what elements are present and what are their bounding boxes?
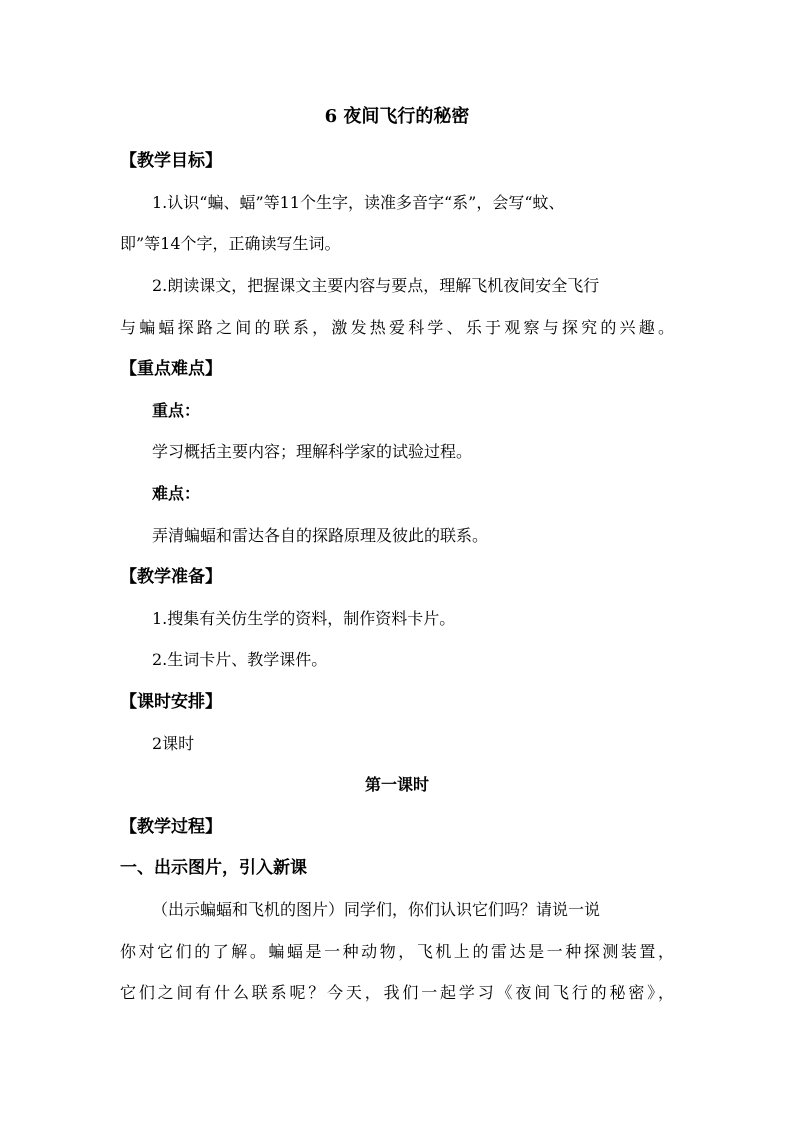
focus-text: 学习概括主要内容；理解科学家的试验过程。: [152, 442, 473, 461]
lesson-1-title: 第一课时: [364, 775, 429, 794]
objective-item-2-line-1: 2.朗读课文，把握课文主要内容与要点，理解飞机夜间安全飞行: [152, 276, 600, 295]
key-points-heading: 【重点难点】: [120, 359, 222, 379]
step-1-title: 一、出示图片，引入新课: [120, 858, 307, 878]
objectives-heading: 【教学目标】: [120, 151, 222, 171]
process-paragraph-line-1: （出示蝙蝠和飞机的图片）同学们，你们认识它们吗？请说一说: [152, 900, 601, 919]
preparation-item-1: 1.搜集有关仿生学的资料，制作资料卡片。: [152, 609, 456, 628]
focus-label: 重点：: [152, 401, 201, 420]
preparation-item-2: 2.生词卡片、教学课件。: [152, 650, 328, 669]
objective-item-1-line-1: 1.认识“蝙、蝠”等11个生字，读准多音字“系”，会写“蚊、: [152, 193, 565, 212]
page-title: 6 夜间飞行的秘密: [324, 106, 470, 127]
process-heading: 【教学过程】: [120, 817, 222, 837]
objective-item-1-line-2: 即”等14个字，正确读写生词。: [120, 234, 341, 253]
process-paragraph-line-3: 它们之间有什么联系呢？今天，我们一起学习《夜间飞行的秘密》，: [120, 983, 674, 1002]
schedule-heading: 【课时安排】: [120, 692, 222, 712]
difficulty-label: 难点：: [152, 484, 201, 503]
objective-item-2-line-2: 与蝙蝠探路之间的联系，激发热爱科学、乐于观察与探究的兴趣。: [120, 318, 674, 337]
difficulty-text: 弄清蝙蝠和雷达各自的探路原理及彼此的联系。: [152, 526, 489, 545]
process-paragraph-line-2: 你对它们的了解。蝙蝠是一种动物，飞机上的雷达是一种探测装置，: [120, 942, 674, 961]
schedule-text: 2课时: [152, 734, 195, 753]
preparation-heading: 【教学准备】: [120, 567, 222, 587]
